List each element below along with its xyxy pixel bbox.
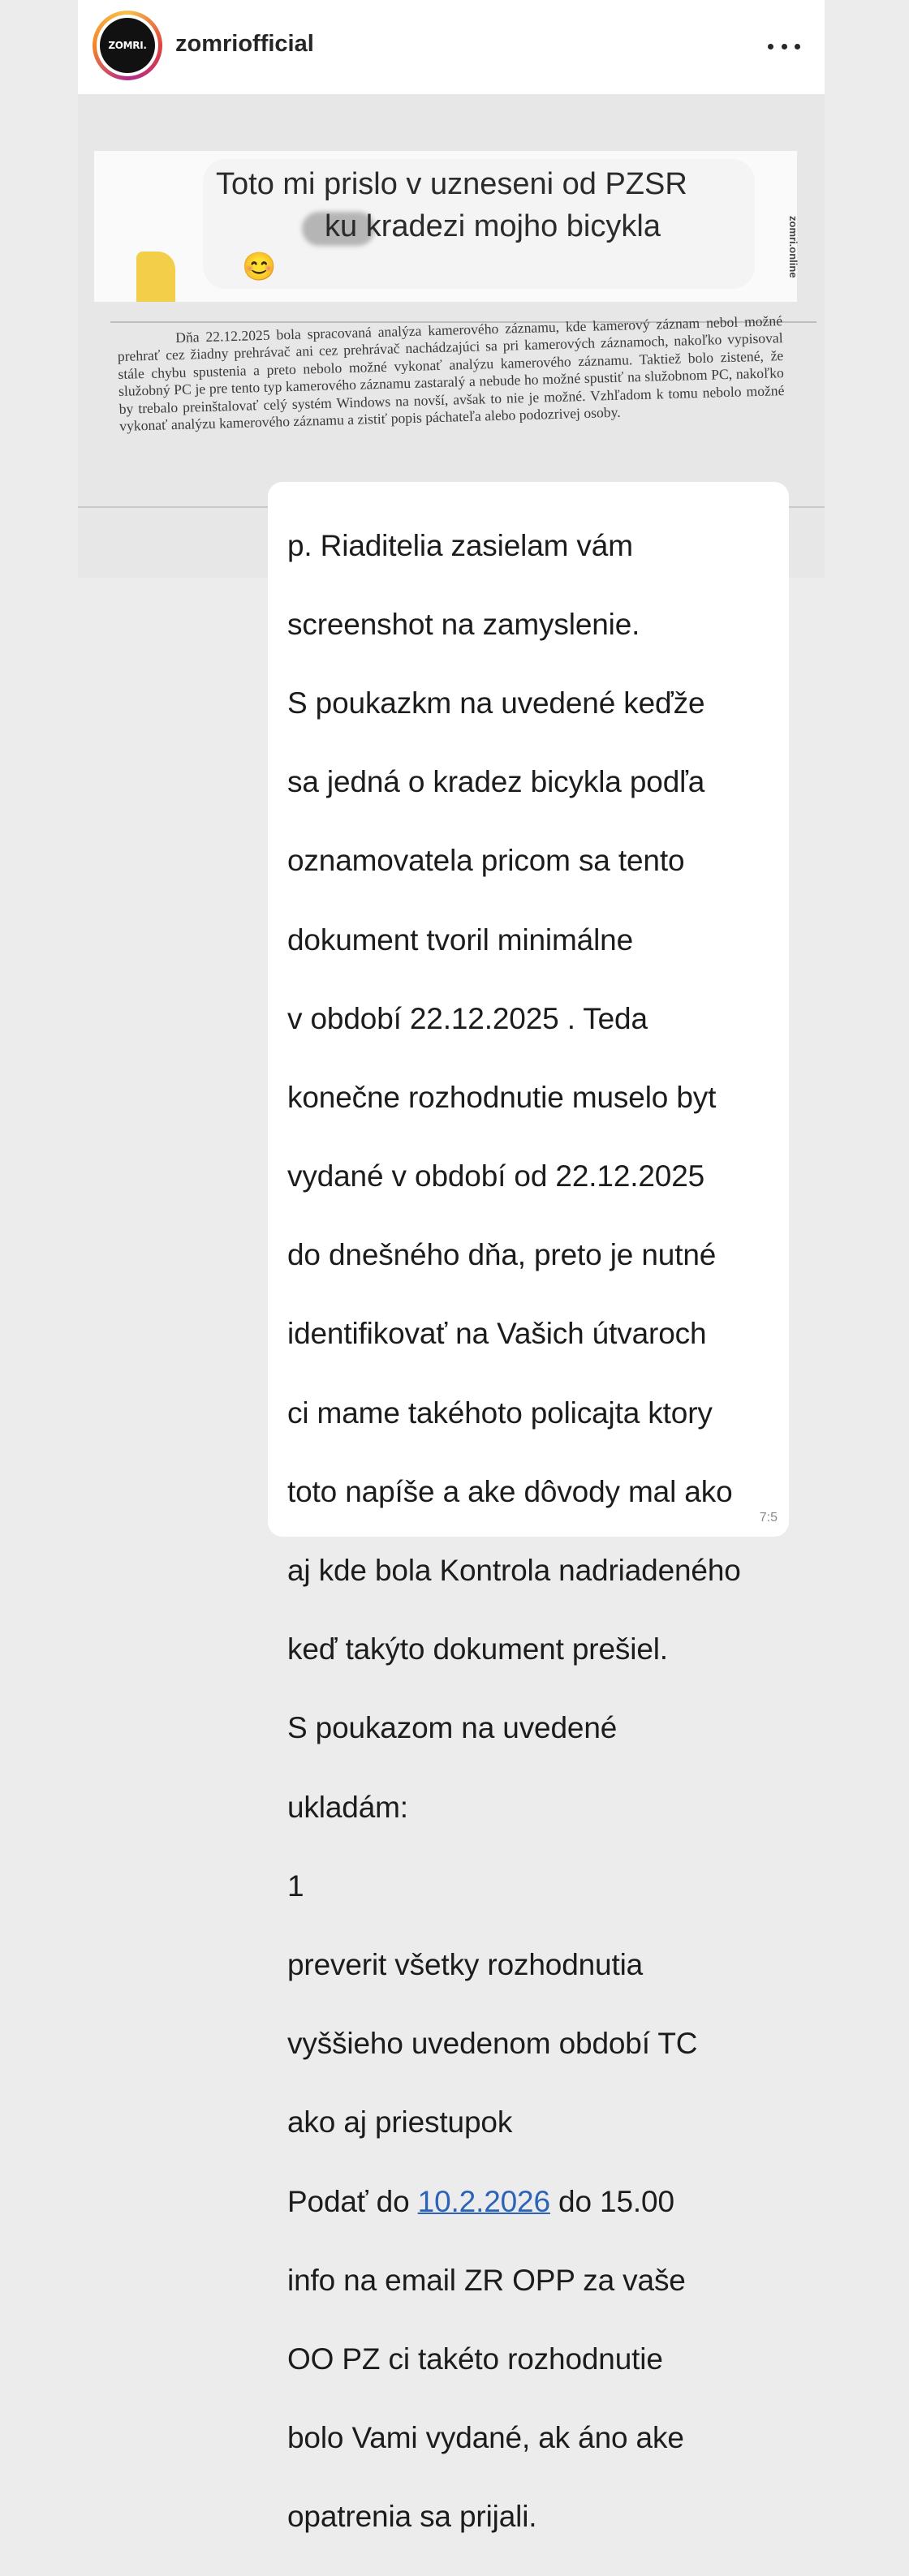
smile-emoji-icon: 😊	[242, 252, 277, 282]
message-line: dokument tvoril minimálne	[287, 922, 634, 957]
message-line: preverit všetky rozhodnutia	[287, 1947, 644, 1981]
document-paragraph: Dňa 22.12.2025 bola spracovaná analýza kamerového záznamu, kde kamerový záznam nebol možné prehrať cez žiadny prehrávač ani cez prehrávač nachádzajúci sa pri kamerových záznamoch, nakoľko vypisoval stále chybu spustenia a preto nebolo možné vykonať analýzu kamerového záznamu. Taktiež bolo zistené, že služobný PC je pre tento typ kamerového záznamu zastaralý a nebude ho možné spustiť na služobnom PC, nakoľko by trebalo preinštalovať celý systém Windows na novší, avšak to nie je možné. Vzhľadom k tomu nebolo možné vykonať analýzu kamerového záznamu a zistiť popis páchateľa alebo podozrivej osoby.	[117, 312, 785, 434]
message-bubble	[268, 482, 789, 2534]
deadline-suffix: do 15.00	[549, 2184, 674, 2218]
message-line: info na email ZR OPP za vaše	[287, 2263, 686, 2297]
more-options-icon[interactable]	[768, 34, 800, 58]
message-line: 1	[287, 1869, 304, 1903]
avatar-frame	[97, 15, 158, 76]
dot	[782, 44, 787, 49]
avatar[interactable]	[93, 11, 162, 80]
message-line: opatrenia sa prijali.	[287, 2500, 537, 2534]
message-line: vydané v období od 22.12.2025	[287, 1159, 705, 1193]
message-line: konečne rozhodnutie muselo byt	[287, 1080, 717, 1114]
message-line: p. Riaditelia zasielam vám	[287, 528, 633, 562]
chat-screenshot	[94, 151, 797, 302]
avatar-logo: ZOMRI.	[100, 18, 155, 73]
deadline-prefix: Podať do	[287, 2184, 418, 2218]
message-line: S poukazom na uvedené	[287, 1711, 618, 1745]
sticker-shape	[136, 252, 175, 302]
message-line: keď takýto dokument prešiel.	[287, 1632, 668, 1666]
message-line: screenshot na zamyslenie.	[287, 607, 640, 641]
deadline-line	[287, 2183, 784, 2222]
message-line: do dnešného dňa, preto je nutné	[287, 1238, 717, 1272]
dot	[795, 44, 800, 49]
message-line: v období 22.12.2025 . Teda	[287, 1001, 648, 1035]
message-text	[287, 487, 784, 2576]
watermark: zomri.online	[787, 216, 799, 278]
message-line: oznamovatela pricom sa tento	[287, 844, 685, 878]
message-line: identifikovať na Vašich útvaroch	[287, 1317, 707, 1351]
message-line: sa jedná o kradez bicykla podľa	[287, 765, 705, 799]
message-line: aj kde bola Kontrola nadriadeného	[287, 1554, 741, 1588]
message-line: ci mame takéhoto policajta ktory	[287, 1396, 713, 1430]
message-line: ukladám:	[287, 1790, 408, 1824]
username[interactable]: zomriofficial	[175, 31, 314, 57]
message-line: vyššieho uvedenom období TC	[287, 2027, 698, 2061]
message-line: bolo Vami vydané, ak áno ake	[287, 2421, 684, 2455]
message-timestamp: 7:5	[759, 1511, 778, 1525]
message-line: toto napíše a ake dôvody mal ako	[287, 1474, 733, 1508]
chat-message-line: Toto mi prislo v uzneseni od PZSR	[216, 167, 687, 201]
chat-message-line: ku kradezi mojho bicykla	[325, 209, 661, 243]
post-header	[78, 0, 825, 94]
message-line: OO PZ ci takéto rozhodnutie	[287, 2342, 663, 2376]
dot	[768, 44, 773, 49]
message-line: ako aj priestupok	[287, 2105, 513, 2139]
message-line: S poukazkm na uvedené keďže	[287, 686, 705, 720]
deadline-date-link[interactable]: 10.2.2026	[417, 2184, 550, 2218]
